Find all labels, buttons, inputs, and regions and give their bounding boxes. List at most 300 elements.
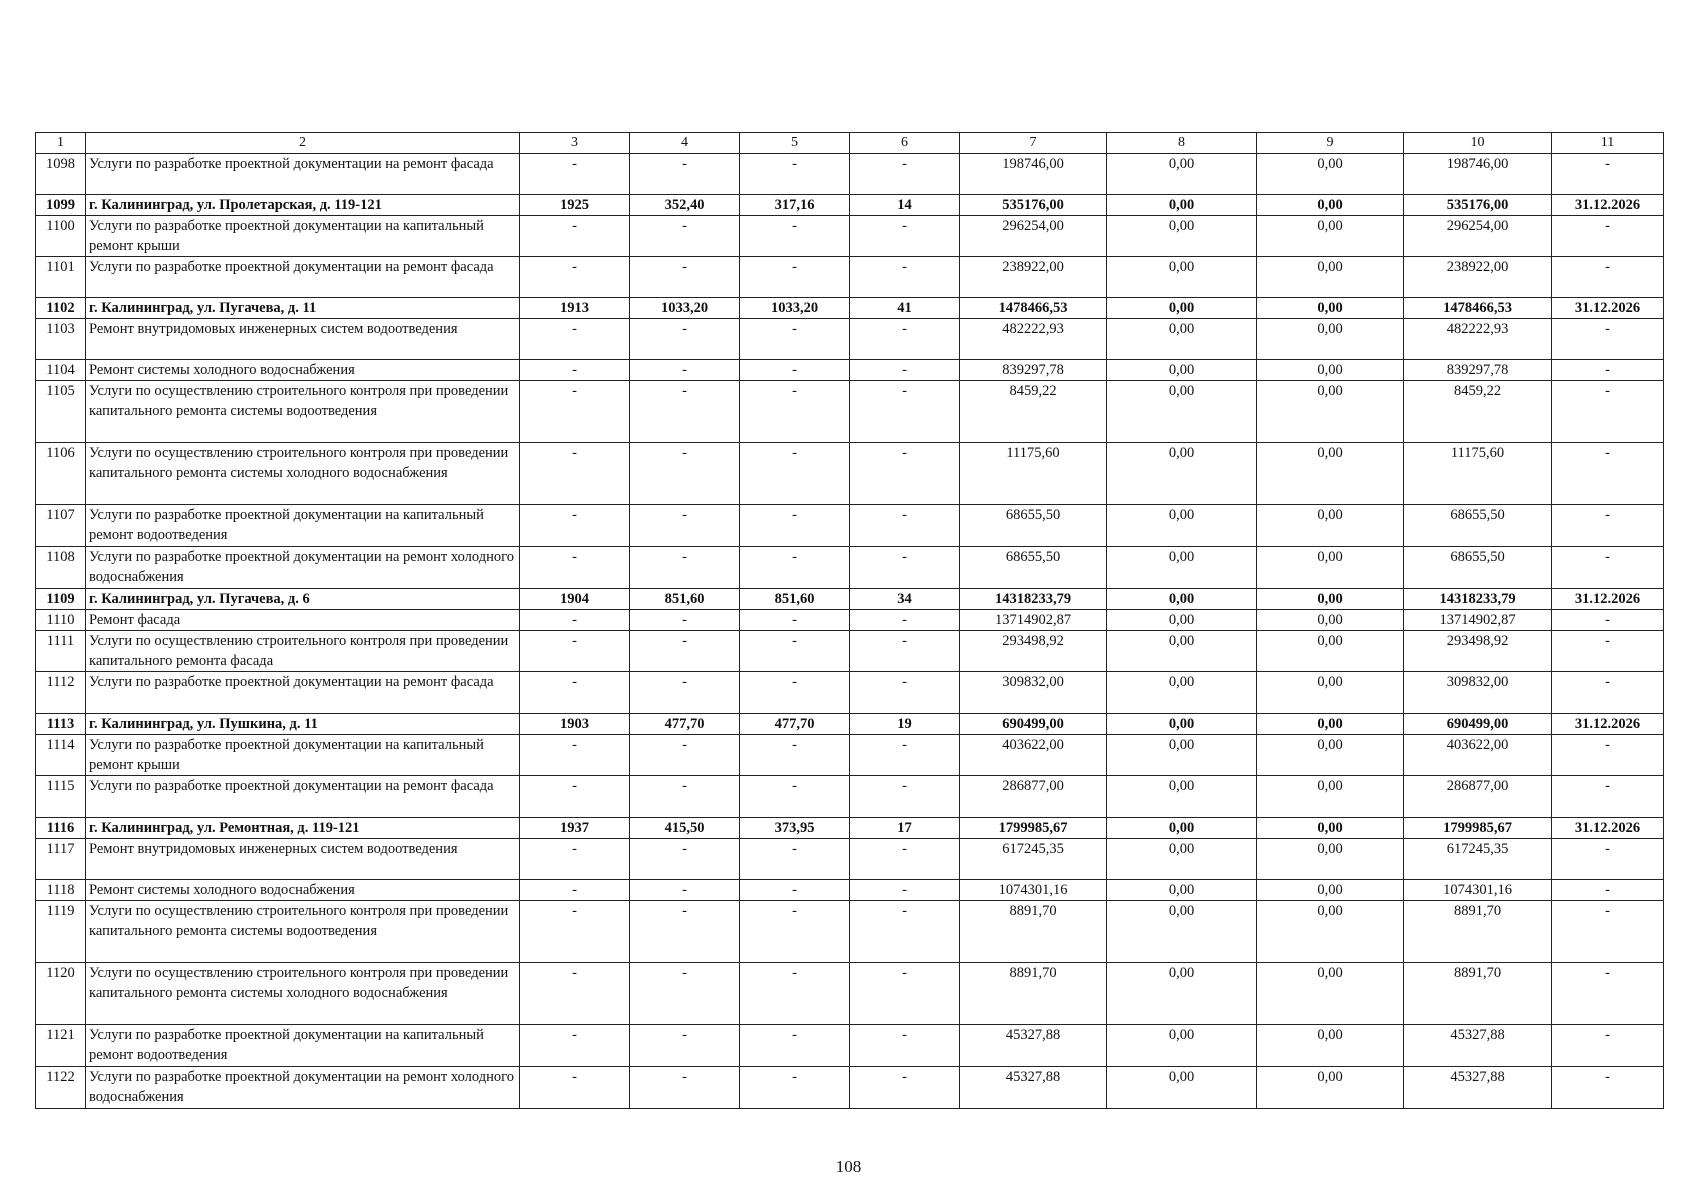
regional-funds: 0,00 bbox=[1257, 216, 1404, 257]
regional-funds: 0,00 bbox=[1257, 589, 1404, 610]
year-built: - bbox=[520, 901, 630, 963]
row-number: 1105 bbox=[36, 381, 86, 443]
regional-funds: 0,00 bbox=[1257, 880, 1404, 901]
total-cost: 403622,00 bbox=[960, 735, 1107, 776]
row-number: 1113 bbox=[36, 714, 86, 735]
owner-funds: 296254,00 bbox=[1404, 216, 1552, 257]
row-number: 1102 bbox=[36, 298, 86, 319]
residential-area: - bbox=[740, 1067, 850, 1109]
owner-funds: 293498,92 bbox=[1404, 631, 1552, 672]
work-item-row bbox=[36, 257, 1664, 298]
work-description: г. Калининград, ул. Ремонтная, д. 119-121 bbox=[86, 818, 520, 839]
year-built: 1903 bbox=[520, 714, 630, 735]
regional-funds: 0,00 bbox=[1257, 1067, 1404, 1109]
work-item-row bbox=[36, 216, 1664, 257]
row-number: 1106 bbox=[36, 443, 86, 505]
work-description: Услуги по разработке проектной документации на капитальный ремонт водоотведения bbox=[86, 505, 520, 547]
work-item-row bbox=[36, 963, 1664, 1025]
year-built: - bbox=[520, 1025, 630, 1067]
column-number: 11 bbox=[1552, 133, 1664, 154]
work-description: Услуги по осуществлению строительного контроля при проведении капитального ремонта системы водоотведения bbox=[86, 381, 520, 443]
work-item-row bbox=[36, 901, 1664, 963]
year-built: - bbox=[520, 319, 630, 360]
total-area: 415,50 bbox=[630, 818, 740, 839]
residents-count: - bbox=[850, 963, 960, 1025]
work-description: Услуги по разработке проектной документации на ремонт фасада bbox=[86, 257, 520, 298]
residents-count: - bbox=[850, 154, 960, 195]
completion-date: - bbox=[1552, 610, 1664, 631]
total-cost: 238922,00 bbox=[960, 257, 1107, 298]
federal-funds: 0,00 bbox=[1107, 360, 1257, 381]
total-cost: 839297,78 bbox=[960, 360, 1107, 381]
row-number: 1110 bbox=[36, 610, 86, 631]
row-number: 1114 bbox=[36, 735, 86, 776]
work-description: Услуги по разработке проектной документации на ремонт холодного водоснабжения bbox=[86, 547, 520, 589]
total-area: - bbox=[630, 154, 740, 195]
federal-funds: 0,00 bbox=[1107, 589, 1257, 610]
federal-funds: 0,00 bbox=[1107, 547, 1257, 589]
residential-area: - bbox=[740, 735, 850, 776]
completion-date: 31.12.2026 bbox=[1552, 818, 1664, 839]
work-description: Ремонт внутридомовых инженерных систем водоотведения bbox=[86, 319, 520, 360]
row-number: 1108 bbox=[36, 547, 86, 589]
total-area: - bbox=[630, 360, 740, 381]
total-cost: 293498,92 bbox=[960, 631, 1107, 672]
owner-funds: 45327,88 bbox=[1404, 1025, 1552, 1067]
column-number: 6 bbox=[850, 133, 960, 154]
year-built: - bbox=[520, 360, 630, 381]
total-area: - bbox=[630, 776, 740, 818]
total-area: - bbox=[630, 443, 740, 505]
work-description: Услуги по разработке проектной документации на капитальный ремонт водоотведения bbox=[86, 1025, 520, 1067]
residential-area: - bbox=[740, 1025, 850, 1067]
owner-funds: 482222,93 bbox=[1404, 319, 1552, 360]
row-number: 1109 bbox=[36, 589, 86, 610]
year-built: - bbox=[520, 672, 630, 714]
federal-funds: 0,00 bbox=[1107, 735, 1257, 776]
owner-funds: 1799985,67 bbox=[1404, 818, 1552, 839]
federal-funds: 0,00 bbox=[1107, 776, 1257, 818]
work-item-row bbox=[36, 505, 1664, 547]
federal-funds: 0,00 bbox=[1107, 505, 1257, 547]
completion-date: - bbox=[1552, 1025, 1664, 1067]
regional-funds: 0,00 bbox=[1257, 839, 1404, 880]
total-cost: 11175,60 bbox=[960, 443, 1107, 505]
row-number: 1115 bbox=[36, 776, 86, 818]
total-area: 477,70 bbox=[630, 714, 740, 735]
year-built: 1904 bbox=[520, 589, 630, 610]
completion-date: - bbox=[1552, 963, 1664, 1025]
completion-date: - bbox=[1552, 672, 1664, 714]
total-cost: 535176,00 bbox=[960, 195, 1107, 216]
year-built: - bbox=[520, 631, 630, 672]
residential-area: - bbox=[740, 631, 850, 672]
residents-count: 17 bbox=[850, 818, 960, 839]
owner-funds: 238922,00 bbox=[1404, 257, 1552, 298]
work-description: г. Калининград, ул. Пролетарская, д. 119-121 bbox=[86, 195, 520, 216]
residential-area: - bbox=[740, 839, 850, 880]
owner-funds: 198746,00 bbox=[1404, 154, 1552, 195]
federal-funds: 0,00 bbox=[1107, 319, 1257, 360]
owner-funds: 11175,60 bbox=[1404, 443, 1552, 505]
row-number: 1111 bbox=[36, 631, 86, 672]
total-cost: 309832,00 bbox=[960, 672, 1107, 714]
residential-area: - bbox=[740, 776, 850, 818]
regional-funds: 0,00 bbox=[1257, 319, 1404, 360]
owner-funds: 286877,00 bbox=[1404, 776, 1552, 818]
column-number: 3 bbox=[520, 133, 630, 154]
completion-date: - bbox=[1552, 319, 1664, 360]
residents-count: - bbox=[850, 319, 960, 360]
total-cost: 45327,88 bbox=[960, 1025, 1107, 1067]
residential-area: - bbox=[740, 547, 850, 589]
total-area: - bbox=[630, 839, 740, 880]
row-number: 1100 bbox=[36, 216, 86, 257]
year-built: - bbox=[520, 216, 630, 257]
year-built: - bbox=[520, 443, 630, 505]
year-built: - bbox=[520, 839, 630, 880]
federal-funds: 0,00 bbox=[1107, 257, 1257, 298]
owner-funds: 617245,35 bbox=[1404, 839, 1552, 880]
works-table bbox=[35, 132, 1664, 1109]
work-item-row bbox=[36, 547, 1664, 589]
total-cost: 45327,88 bbox=[960, 1067, 1107, 1109]
year-built: - bbox=[520, 776, 630, 818]
total-area: - bbox=[630, 1025, 740, 1067]
work-description: Услуги по разработке проектной документации на ремонт фасада bbox=[86, 672, 520, 714]
address-row bbox=[36, 818, 1664, 839]
completion-date: - bbox=[1552, 631, 1664, 672]
residential-area: - bbox=[740, 505, 850, 547]
completion-date: - bbox=[1552, 257, 1664, 298]
residents-count: - bbox=[850, 216, 960, 257]
work-description: г. Калининград, ул. Пугачева, д. 11 bbox=[86, 298, 520, 319]
work-description: Услуги по осуществлению строительного контроля при проведении капитального ремонта системы холодного водоснабжения bbox=[86, 443, 520, 505]
regional-funds: 0,00 bbox=[1257, 257, 1404, 298]
total-cost: 13714902,87 bbox=[960, 610, 1107, 631]
year-built: - bbox=[520, 154, 630, 195]
row-number: 1099 bbox=[36, 195, 86, 216]
work-item-row bbox=[36, 735, 1664, 776]
residential-area: - bbox=[740, 154, 850, 195]
residents-count: - bbox=[850, 672, 960, 714]
row-number: 1118 bbox=[36, 880, 86, 901]
row-number: 1103 bbox=[36, 319, 86, 360]
completion-date: - bbox=[1552, 839, 1664, 880]
federal-funds: 0,00 bbox=[1107, 216, 1257, 257]
work-item-row bbox=[36, 631, 1664, 672]
work-description: Услуги по разработке проектной документации на ремонт фасада bbox=[86, 776, 520, 818]
total-area: 851,60 bbox=[630, 589, 740, 610]
residents-count: - bbox=[850, 880, 960, 901]
completion-date: - bbox=[1552, 880, 1664, 901]
residential-area: - bbox=[740, 360, 850, 381]
federal-funds: 0,00 bbox=[1107, 381, 1257, 443]
residential-area: - bbox=[740, 963, 850, 1025]
owner-funds: 14318233,79 bbox=[1404, 589, 1552, 610]
federal-funds: 0,00 bbox=[1107, 298, 1257, 319]
total-area: - bbox=[630, 257, 740, 298]
federal-funds: 0,00 bbox=[1107, 901, 1257, 963]
residential-area: - bbox=[740, 216, 850, 257]
residents-count: 19 bbox=[850, 714, 960, 735]
total-area: 352,40 bbox=[630, 195, 740, 216]
completion-date: 31.12.2026 bbox=[1552, 195, 1664, 216]
regional-funds: 0,00 bbox=[1257, 154, 1404, 195]
column-number: 9 bbox=[1257, 133, 1404, 154]
completion-date: - bbox=[1552, 154, 1664, 195]
row-number: 1121 bbox=[36, 1025, 86, 1067]
column-number: 2 bbox=[86, 133, 520, 154]
work-item-row bbox=[36, 381, 1664, 443]
owner-funds: 1478466,53 bbox=[1404, 298, 1552, 319]
owner-funds: 8891,70 bbox=[1404, 901, 1552, 963]
row-number: 1122 bbox=[36, 1067, 86, 1109]
total-cost: 1074301,16 bbox=[960, 880, 1107, 901]
residential-area: - bbox=[740, 319, 850, 360]
owner-funds: 8891,70 bbox=[1404, 963, 1552, 1025]
year-built: - bbox=[520, 381, 630, 443]
completion-date: - bbox=[1552, 381, 1664, 443]
total-cost: 1478466,53 bbox=[960, 298, 1107, 319]
residents-count: - bbox=[850, 1067, 960, 1109]
residential-area: 477,70 bbox=[740, 714, 850, 735]
total-area: - bbox=[630, 631, 740, 672]
total-area: - bbox=[630, 319, 740, 360]
federal-funds: 0,00 bbox=[1107, 1025, 1257, 1067]
work-description: Ремонт системы холодного водоснабжения bbox=[86, 880, 520, 901]
federal-funds: 0,00 bbox=[1107, 154, 1257, 195]
residential-area: 1033,20 bbox=[740, 298, 850, 319]
federal-funds: 0,00 bbox=[1107, 610, 1257, 631]
regional-funds: 0,00 bbox=[1257, 505, 1404, 547]
regional-funds: 0,00 bbox=[1257, 298, 1404, 319]
federal-funds: 0,00 bbox=[1107, 714, 1257, 735]
federal-funds: 0,00 bbox=[1107, 818, 1257, 839]
column-number: 10 bbox=[1404, 133, 1552, 154]
completion-date: - bbox=[1552, 443, 1664, 505]
residents-count: - bbox=[850, 257, 960, 298]
total-cost: 198746,00 bbox=[960, 154, 1107, 195]
work-description: Услуги по осуществлению строительного контроля при проведении капитального ремонта фасада bbox=[86, 631, 520, 672]
owner-funds: 13714902,87 bbox=[1404, 610, 1552, 631]
work-description: Услуги по разработке проектной документации на ремонт холодного водоснабжения bbox=[86, 1067, 520, 1109]
regional-funds: 0,00 bbox=[1257, 735, 1404, 776]
completion-date: - bbox=[1552, 505, 1664, 547]
work-item-row bbox=[36, 154, 1664, 195]
total-cost: 690499,00 bbox=[960, 714, 1107, 735]
year-built: - bbox=[520, 505, 630, 547]
total-area: 1033,20 bbox=[630, 298, 740, 319]
year-built: 1937 bbox=[520, 818, 630, 839]
residents-count: 41 bbox=[850, 298, 960, 319]
row-number: 1117 bbox=[36, 839, 86, 880]
total-cost: 68655,50 bbox=[960, 505, 1107, 547]
regional-funds: 0,00 bbox=[1257, 714, 1404, 735]
residential-area: 317,16 bbox=[740, 195, 850, 216]
residents-count: - bbox=[850, 505, 960, 547]
year-built: 1913 bbox=[520, 298, 630, 319]
total-cost: 1799985,67 bbox=[960, 818, 1107, 839]
residential-area: - bbox=[740, 443, 850, 505]
total-cost: 482222,93 bbox=[960, 319, 1107, 360]
owner-funds: 309832,00 bbox=[1404, 672, 1552, 714]
year-built: - bbox=[520, 880, 630, 901]
row-number: 1116 bbox=[36, 818, 86, 839]
total-area: - bbox=[630, 963, 740, 1025]
row-number: 1119 bbox=[36, 901, 86, 963]
owner-funds: 45327,88 bbox=[1404, 1067, 1552, 1109]
work-description: Услуги по осуществлению строительного контроля при проведении капитального ремонта системы водоотведения bbox=[86, 901, 520, 963]
total-cost: 617245,35 bbox=[960, 839, 1107, 880]
work-description: Услуги по осуществлению строительного контроля при проведении капитального ремонта системы холодного водоснабжения bbox=[86, 963, 520, 1025]
work-item-row bbox=[36, 672, 1664, 714]
residential-area: - bbox=[740, 672, 850, 714]
owner-funds: 8459,22 bbox=[1404, 381, 1552, 443]
total-area: - bbox=[630, 505, 740, 547]
row-number: 1101 bbox=[36, 257, 86, 298]
work-item-row bbox=[36, 1067, 1664, 1109]
work-item-row bbox=[36, 880, 1664, 901]
regional-funds: 0,00 bbox=[1257, 381, 1404, 443]
total-area: - bbox=[630, 381, 740, 443]
column-number: 7 bbox=[960, 133, 1107, 154]
total-cost: 8459,22 bbox=[960, 381, 1107, 443]
address-row bbox=[36, 298, 1664, 319]
completion-date: - bbox=[1552, 901, 1664, 963]
owner-funds: 68655,50 bbox=[1404, 505, 1552, 547]
completion-date: - bbox=[1552, 216, 1664, 257]
residents-count: - bbox=[850, 735, 960, 776]
total-area: - bbox=[630, 735, 740, 776]
completion-date: - bbox=[1552, 776, 1664, 818]
owner-funds: 1074301,16 bbox=[1404, 880, 1552, 901]
regional-funds: 0,00 bbox=[1257, 610, 1404, 631]
residents-count: - bbox=[850, 547, 960, 589]
work-description: Ремонт фасада bbox=[86, 610, 520, 631]
residential-area: - bbox=[740, 901, 850, 963]
work-description: Услуги по разработке проектной документации на капитальный ремонт крыши bbox=[86, 735, 520, 776]
residential-area: - bbox=[740, 880, 850, 901]
work-description: г. Калининград, ул. Пугачева, д. 6 bbox=[86, 589, 520, 610]
residential-area: 851,60 bbox=[740, 589, 850, 610]
regional-funds: 0,00 bbox=[1257, 443, 1404, 505]
work-item-row bbox=[36, 776, 1664, 818]
total-cost: 8891,70 bbox=[960, 901, 1107, 963]
work-description: Ремонт системы холодного водоснабжения bbox=[86, 360, 520, 381]
total-cost: 296254,00 bbox=[960, 216, 1107, 257]
residents-count: - bbox=[850, 631, 960, 672]
page-number: 108 bbox=[835, 1157, 862, 1176]
total-area: - bbox=[630, 610, 740, 631]
owner-funds: 839297,78 bbox=[1404, 360, 1552, 381]
row-number: 1112 bbox=[36, 672, 86, 714]
row-number: 1120 bbox=[36, 963, 86, 1025]
total-area: - bbox=[630, 901, 740, 963]
total-area: - bbox=[630, 672, 740, 714]
completion-date: - bbox=[1552, 360, 1664, 381]
works-table-body bbox=[36, 133, 1664, 1109]
column-number: 8 bbox=[1107, 133, 1257, 154]
year-built: - bbox=[520, 257, 630, 298]
row-number: 1107 bbox=[36, 505, 86, 547]
address-row bbox=[36, 195, 1664, 216]
residents-count: - bbox=[850, 901, 960, 963]
regional-funds: 0,00 bbox=[1257, 672, 1404, 714]
work-item-row bbox=[36, 839, 1664, 880]
residents-count: - bbox=[850, 610, 960, 631]
column-number: 4 bbox=[630, 133, 740, 154]
total-area: - bbox=[630, 1067, 740, 1109]
federal-funds: 0,00 bbox=[1107, 443, 1257, 505]
federal-funds: 0,00 bbox=[1107, 631, 1257, 672]
regional-funds: 0,00 bbox=[1257, 631, 1404, 672]
residents-count: - bbox=[850, 839, 960, 880]
work-description: Услуги по разработке проектной документации на ремонт фасада bbox=[86, 154, 520, 195]
regional-funds: 0,00 bbox=[1257, 901, 1404, 963]
regional-funds: 0,00 bbox=[1257, 1025, 1404, 1067]
completion-date: 31.12.2026 bbox=[1552, 298, 1664, 319]
residents-count: 34 bbox=[850, 589, 960, 610]
owner-funds: 535176,00 bbox=[1404, 195, 1552, 216]
completion-date: 31.12.2026 bbox=[1552, 589, 1664, 610]
residents-count: - bbox=[850, 360, 960, 381]
owner-funds: 690499,00 bbox=[1404, 714, 1552, 735]
year-built: 1925 bbox=[520, 195, 630, 216]
work-item-row bbox=[36, 443, 1664, 505]
federal-funds: 0,00 bbox=[1107, 839, 1257, 880]
year-built: - bbox=[520, 547, 630, 589]
regional-funds: 0,00 bbox=[1257, 547, 1404, 589]
year-built: - bbox=[520, 735, 630, 776]
federal-funds: 0,00 bbox=[1107, 195, 1257, 216]
column-number: 1 bbox=[36, 133, 86, 154]
completion-date: 31.12.2026 bbox=[1552, 714, 1664, 735]
residential-area: - bbox=[740, 610, 850, 631]
regional-funds: 0,00 bbox=[1257, 776, 1404, 818]
federal-funds: 0,00 bbox=[1107, 880, 1257, 901]
work-item-row bbox=[36, 360, 1664, 381]
completion-date: - bbox=[1552, 1067, 1664, 1109]
owner-funds: 68655,50 bbox=[1404, 547, 1552, 589]
owner-funds: 403622,00 bbox=[1404, 735, 1552, 776]
federal-funds: 0,00 bbox=[1107, 1067, 1257, 1109]
regional-funds: 0,00 bbox=[1257, 818, 1404, 839]
total-area: - bbox=[630, 216, 740, 257]
column-number: 5 bbox=[740, 133, 850, 154]
work-item-row bbox=[36, 1025, 1664, 1067]
residential-area: 373,95 bbox=[740, 818, 850, 839]
residents-count: - bbox=[850, 1025, 960, 1067]
year-built: - bbox=[520, 963, 630, 1025]
row-number: 1104 bbox=[36, 360, 86, 381]
address-row bbox=[36, 589, 1664, 610]
total-cost: 8891,70 bbox=[960, 963, 1107, 1025]
regional-funds: 0,00 bbox=[1257, 195, 1404, 216]
residential-area: - bbox=[740, 381, 850, 443]
residents-count: - bbox=[850, 776, 960, 818]
year-built: - bbox=[520, 610, 630, 631]
total-cost: 68655,50 bbox=[960, 547, 1107, 589]
completion-date: - bbox=[1552, 547, 1664, 589]
total-area: - bbox=[630, 547, 740, 589]
total-area: - bbox=[630, 880, 740, 901]
work-item-row bbox=[36, 319, 1664, 360]
residents-count: - bbox=[850, 381, 960, 443]
residential-area: - bbox=[740, 257, 850, 298]
work-description: Услуги по разработке проектной документации на капитальный ремонт крыши bbox=[86, 216, 520, 257]
address-row bbox=[36, 714, 1664, 735]
